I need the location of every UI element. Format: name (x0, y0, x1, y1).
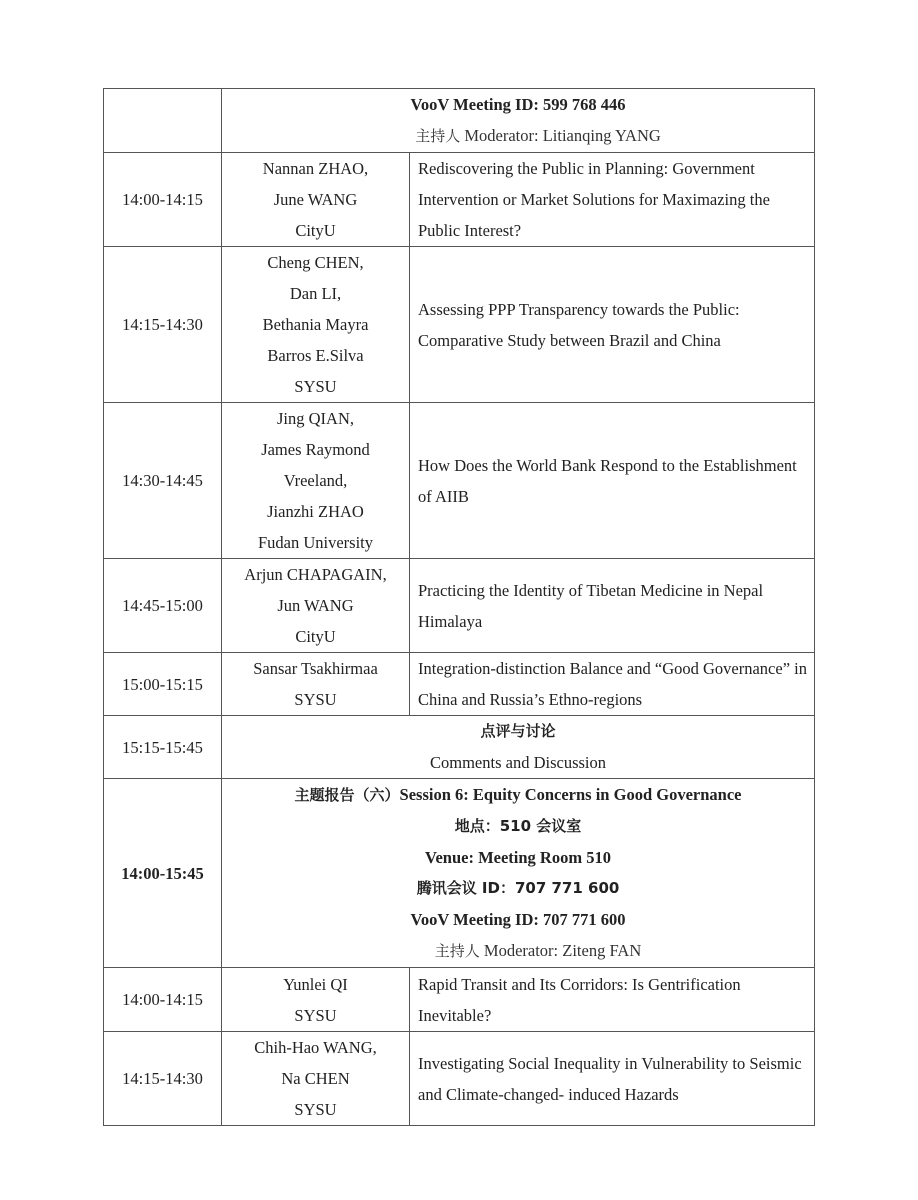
speaker-line: Jun WANG (277, 596, 354, 615)
speaker-affiliation: Fudan University (257, 533, 374, 552)
session-info-cell (222, 89, 815, 153)
speaker-line: Cheng CHEN, (267, 253, 364, 272)
talk-speakers (222, 1032, 410, 1126)
talk-row (104, 153, 815, 247)
talk-title: Integration-distinction Balance and “Good Governance” in China and Russia’s Ethno-regions (410, 653, 815, 716)
speaker-line: Vreeland, (283, 471, 348, 490)
session-time: 14:00-15:45 (104, 779, 222, 968)
discussion-cell (222, 716, 815, 779)
speaker-line: Yunlei QI (283, 974, 348, 994)
moderator-label-cn: 主持人 (415, 127, 461, 145)
speaker-affiliation: SYSU (294, 377, 337, 396)
talk-time: 14:30-14:45 (104, 403, 222, 559)
speaker-line: James Raymond (261, 440, 370, 459)
speaker-affiliation: CityU (295, 627, 336, 646)
speaker-line: Jing QIAN, (277, 409, 354, 428)
talk-row (104, 968, 815, 1032)
talk-time: 14:00-14:15 (104, 968, 222, 1032)
session-header-row (104, 779, 815, 968)
talk-title: Practicing the Identity of Tibetan Medicine in Nepal Himalaya (410, 559, 815, 653)
speaker-line: Arjun CHAPAGAIN, (244, 565, 387, 584)
moderator-name: Moderator: Litianqing YANG (464, 126, 661, 145)
session-heading-en: Session 6: Equity Concerns in Good Governance (399, 785, 742, 804)
talk-time: 14:15-14:30 (104, 1032, 222, 1126)
discussion-title-en: Comments and Discussion (430, 753, 606, 772)
talk-time: 15:00-15:15 (104, 653, 222, 716)
talk-row (104, 559, 815, 653)
speaker-line: Dan LI, (289, 284, 342, 303)
speaker-line: Jianzhi ZHAO (267, 502, 364, 521)
venue-en: Venue: Meeting Room 510 (425, 848, 611, 867)
speaker-line: Barros E.Silva (267, 346, 364, 365)
talk-time: 14:00-14:15 (104, 153, 222, 247)
talk-time: 14:45-15:00 (104, 559, 222, 653)
talk-row (104, 653, 815, 716)
conference-schedule-table (103, 88, 815, 1126)
moderator-label-cn: 主持人 (434, 942, 480, 960)
discussion-title-cn: 点评与讨论 (480, 722, 556, 740)
speaker-affiliation: SYSU (294, 690, 337, 709)
time-cell-empty (104, 89, 222, 153)
session-header-row (104, 89, 815, 153)
session-heading (222, 779, 814, 811)
voov-meeting-id: VooV Meeting ID: 707 771 600 (410, 910, 626, 929)
talk-title: Rapid Transit and Its Corridors: Is Gentrification Inevitable? (410, 968, 815, 1032)
moderator-line (222, 935, 814, 967)
discussion-row (104, 716, 815, 779)
moderator-line (222, 120, 814, 152)
speaker-line: Nannan ZHAO, (262, 159, 369, 178)
session-heading-cn: 主题报告（六） (294, 786, 400, 804)
talk-row (104, 403, 815, 559)
venue-cn: 地点：510 会议室 (454, 817, 582, 835)
talk-speakers (222, 247, 410, 403)
speaker-line: Bethania Mayra (262, 315, 369, 334)
moderator-name: Moderator: Ziteng FAN (483, 941, 642, 960)
talk-speakers (222, 653, 410, 716)
speaker-affiliation: SYSU (294, 1100, 337, 1119)
talk-speakers (222, 559, 410, 653)
talk-row (104, 247, 815, 403)
speaker-affiliation: SYSU (294, 1005, 337, 1025)
speaker-line: Na CHEN (281, 1069, 350, 1088)
talk-speakers (222, 153, 410, 247)
voov-meeting-id: VooV Meeting ID: 599 768 446 (410, 95, 626, 114)
talk-title: Investigating Social Inequality in Vulnerability to Seismic and Climate-changed- induced Hazards (410, 1032, 815, 1126)
discussion-time: 15:15-15:45 (104, 716, 222, 779)
talk-time: 14:15-14:30 (104, 247, 222, 403)
session-info-cell (222, 779, 815, 968)
speaker-line: Sansar Tsakhirmaa (253, 659, 378, 678)
talk-title: Assessing PPP Transparency towards the Public: Comparative Study between Brazil and China (410, 247, 815, 403)
talk-title: Rediscovering the Public in Planning: Government Intervention or Market Solutions for Maximazing the Public Interest? (410, 153, 815, 247)
speaker-line: June WANG (273, 190, 358, 209)
talk-speakers (222, 968, 410, 1032)
speaker-affiliation: CityU (295, 221, 336, 240)
tencent-meeting-id: 腾讯会议 ID：707 771 600 (416, 879, 620, 897)
talk-row (104, 1032, 815, 1126)
talk-speakers (222, 403, 410, 559)
talk-title: How Does the World Bank Respond to the Establishment of AIIB (410, 403, 815, 559)
speaker-line: Chih-Hao WANG, (254, 1038, 377, 1057)
